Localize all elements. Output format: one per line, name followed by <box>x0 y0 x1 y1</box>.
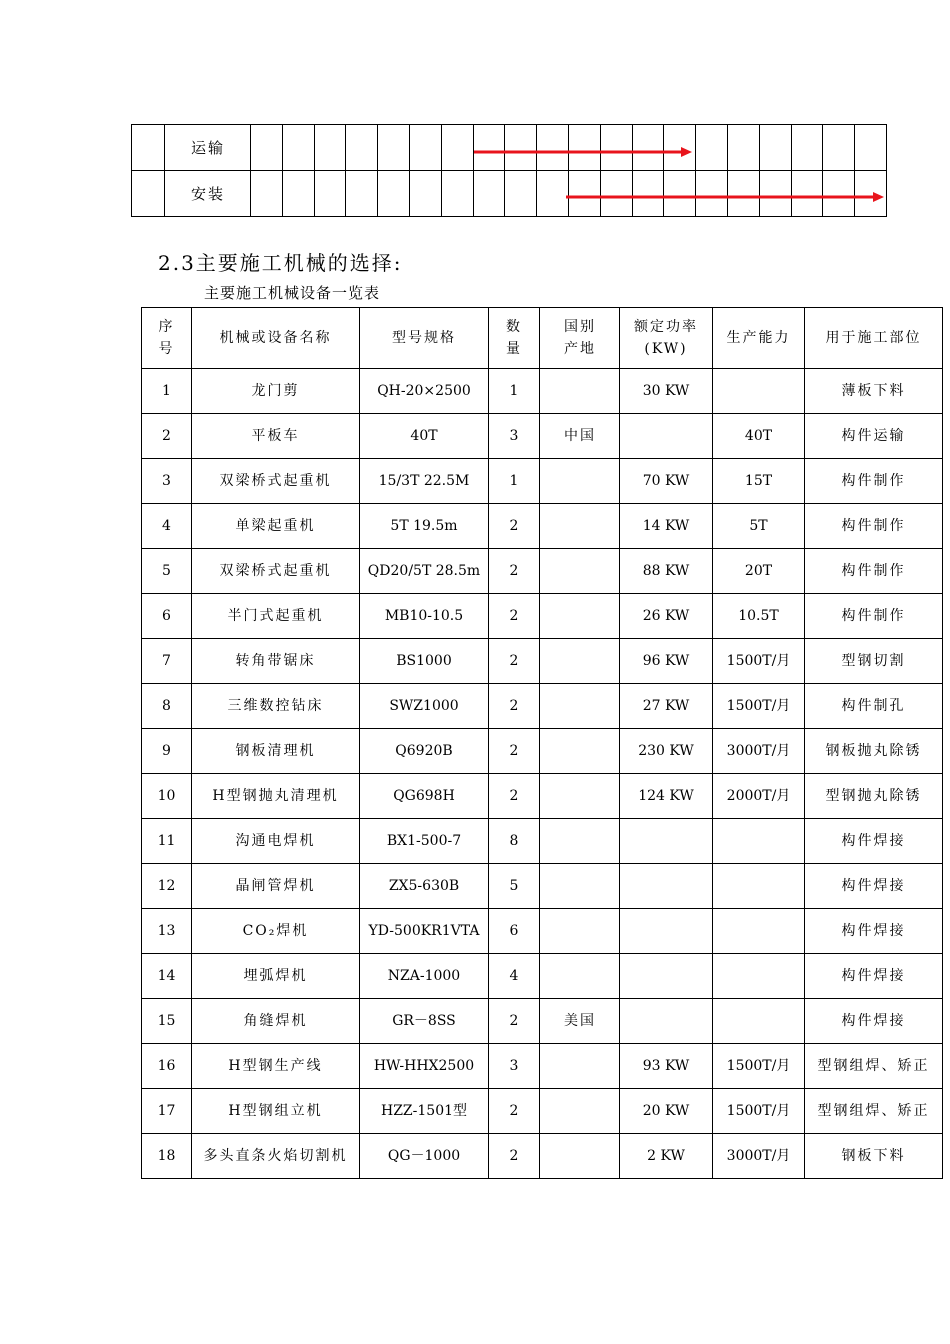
cell-capacity: 40T <box>713 414 805 459</box>
cell-origin <box>540 369 620 414</box>
cell-name: 钢板清理机 <box>192 729 360 774</box>
cell-origin <box>540 954 620 999</box>
cell-qty: 2 <box>489 729 540 774</box>
cell-power: 30 KW <box>620 369 713 414</box>
table-row <box>142 684 943 729</box>
gantt-time-cell <box>537 171 569 217</box>
cell-model: YD-500KR1VTA <box>360 909 489 954</box>
cell-model: 40T <box>360 414 489 459</box>
cell-usage: 薄板下料 <box>805 369 943 414</box>
cell-origin <box>540 1089 620 1134</box>
cell-name: H型钢组立机 <box>192 1089 360 1134</box>
cell-capacity: 1500T/月 <box>713 1089 805 1134</box>
table-row <box>142 504 943 549</box>
cell-power <box>620 954 713 999</box>
table-header-row <box>142 308 943 369</box>
cell-power <box>620 864 713 909</box>
cell-qty: 4 <box>489 954 540 999</box>
cell-power: 230 KW <box>620 729 713 774</box>
cell-no: 9 <box>142 729 192 774</box>
cell-qty: 6 <box>489 909 540 954</box>
gantt-time-cell <box>282 171 314 217</box>
gantt-time-cell <box>473 171 505 217</box>
gantt-time-cell <box>600 125 632 171</box>
table-row <box>142 1089 943 1134</box>
cell-usage: 型钢组焊、矫正 <box>805 1044 943 1089</box>
cell-capacity <box>713 909 805 954</box>
cell-origin <box>540 864 620 909</box>
gantt-time-cell <box>727 171 759 217</box>
cell-capacity <box>713 954 805 999</box>
gantt-blank-cell <box>132 125 165 171</box>
gantt-body <box>132 125 887 217</box>
header-model: 型号规格 <box>360 308 489 369</box>
cell-usage: 构件制孔 <box>805 684 943 729</box>
cell-usage: 构件制作 <box>805 594 943 639</box>
cell-qty: 1 <box>489 459 540 504</box>
gantt-time-cell <box>855 125 887 171</box>
cell-name: 单梁起重机 <box>192 504 360 549</box>
gantt-time-cell <box>409 171 441 217</box>
gantt-time-cell <box>696 125 728 171</box>
cell-qty: 3 <box>489 414 540 459</box>
cell-power: 124 KW <box>620 774 713 819</box>
gantt-time-cell <box>855 171 887 217</box>
table-row <box>142 774 943 819</box>
gantt-time-cell <box>568 125 600 171</box>
cell-no: 10 <box>142 774 192 819</box>
cell-name: H型钢生产线 <box>192 1044 360 1089</box>
cell-usage: 构件焊接 <box>805 954 943 999</box>
cell-model: Q6920B <box>360 729 489 774</box>
cell-usage: 构件焊接 <box>805 819 943 864</box>
cell-capacity <box>713 369 805 414</box>
gantt-time-cell <box>251 171 283 217</box>
cell-capacity: 3000T/月 <box>713 729 805 774</box>
cell-name: 三维数控钻床 <box>192 684 360 729</box>
cell-origin <box>540 459 620 504</box>
gantt-row <box>132 125 887 171</box>
cell-power: 70 KW <box>620 459 713 504</box>
gantt-time-cell <box>282 125 314 171</box>
table-row <box>142 369 943 414</box>
cell-qty: 2 <box>489 639 540 684</box>
cell-model: 15/3T 22.5M <box>360 459 489 504</box>
gantt-time-cell <box>314 125 346 171</box>
cell-model: ZX5-630B <box>360 864 489 909</box>
gantt-time-cell <box>632 125 664 171</box>
table-row <box>142 414 943 459</box>
cell-qty: 2 <box>489 684 540 729</box>
cell-origin: 中国 <box>540 414 620 459</box>
cell-no: 18 <box>142 1134 192 1179</box>
gantt-time-cell <box>632 171 664 217</box>
gantt-time-cell <box>759 171 791 217</box>
gantt-time-cell <box>409 125 441 171</box>
cell-usage: 构件制作 <box>805 459 943 504</box>
cell-model: QD20/5T 28.5m <box>360 549 489 594</box>
cell-model: QG698H <box>360 774 489 819</box>
cell-capacity: 1500T/月 <box>713 1044 805 1089</box>
cell-name: 平板车 <box>192 414 360 459</box>
cell-origin <box>540 549 620 594</box>
cell-qty: 8 <box>489 819 540 864</box>
cell-model: QG－1000 <box>360 1134 489 1179</box>
cell-origin <box>540 774 620 819</box>
table-row <box>142 864 943 909</box>
gantt-time-cell <box>505 171 537 217</box>
gantt-time-cell <box>537 125 569 171</box>
cell-no: 6 <box>142 594 192 639</box>
cell-capacity: 10.5T <box>713 594 805 639</box>
cell-name: 龙门剪 <box>192 369 360 414</box>
cell-capacity: 1500T/月 <box>713 639 805 684</box>
cell-no: 12 <box>142 864 192 909</box>
table-row <box>142 549 943 594</box>
cell-capacity <box>713 999 805 1044</box>
cell-qty: 2 <box>489 774 540 819</box>
table-row <box>142 909 943 954</box>
cell-qty: 2 <box>489 1089 540 1134</box>
cell-no: 15 <box>142 999 192 1044</box>
gantt-time-cell <box>505 125 537 171</box>
cell-capacity: 2000T/月 <box>713 774 805 819</box>
gantt-time-cell <box>823 125 855 171</box>
equipment-table <box>141 307 943 1179</box>
cell-usage: 型钢切割 <box>805 639 943 684</box>
cell-power <box>620 414 713 459</box>
cell-no: 13 <box>142 909 192 954</box>
cell-origin <box>540 1044 620 1089</box>
gantt-blank-cell <box>132 171 165 217</box>
table-row <box>142 819 943 864</box>
cell-power: 2 KW <box>620 1134 713 1179</box>
table-row <box>142 729 943 774</box>
cell-capacity: 3000T/月 <box>713 1134 805 1179</box>
cell-model: NZA-1000 <box>360 954 489 999</box>
cell-qty: 2 <box>489 999 540 1044</box>
cell-capacity: 20T <box>713 549 805 594</box>
cell-model: GR－8SS <box>360 999 489 1044</box>
header-qty: 数 量 <box>489 308 540 369</box>
gantt-time-cell <box>378 171 410 217</box>
gantt-time-cell <box>823 171 855 217</box>
cell-usage: 钢板下料 <box>805 1134 943 1179</box>
cell-usage: 构件运输 <box>805 414 943 459</box>
cell-model: BS1000 <box>360 639 489 684</box>
cell-qty: 2 <box>489 1134 540 1179</box>
gantt-time-cell <box>664 171 696 217</box>
cell-qty: 3 <box>489 1044 540 1089</box>
gantt-row-label: 运输 <box>165 125 251 171</box>
gantt-row-label: 安装 <box>165 171 251 217</box>
cell-capacity <box>713 819 805 864</box>
cell-no: 3 <box>142 459 192 504</box>
cell-no: 2 <box>142 414 192 459</box>
cell-power <box>620 819 713 864</box>
cell-name: H型钢抛丸清理机 <box>192 774 360 819</box>
cell-origin: 美国 <box>540 999 620 1044</box>
cell-usage: 型钢组焊、矫正 <box>805 1089 943 1134</box>
cell-origin <box>540 594 620 639</box>
cell-qty: 5 <box>489 864 540 909</box>
cell-capacity: 1500T/月 <box>713 684 805 729</box>
cell-capacity: 5T <box>713 504 805 549</box>
cell-usage: 构件焊接 <box>805 909 943 954</box>
cell-origin <box>540 909 620 954</box>
gantt-time-cell <box>378 125 410 171</box>
cell-no: 8 <box>142 684 192 729</box>
header-no: 序 号 <box>142 308 192 369</box>
gantt-time-cell <box>346 125 378 171</box>
gantt-time-cell <box>664 125 696 171</box>
cell-model: SWZ1000 <box>360 684 489 729</box>
table-row <box>142 459 943 504</box>
cell-power: 93 KW <box>620 1044 713 1089</box>
cell-name: 双梁桥式起重机 <box>192 459 360 504</box>
cell-no: 4 <box>142 504 192 549</box>
table-row <box>142 954 943 999</box>
gantt-time-cell <box>314 171 346 217</box>
cell-power: 27 KW <box>620 684 713 729</box>
gantt-time-cell <box>441 171 473 217</box>
cell-no: 5 <box>142 549 192 594</box>
gantt-time-cell <box>441 125 473 171</box>
cell-model: HW-HHX2500 <box>360 1044 489 1089</box>
cell-name: 角缝焊机 <box>192 999 360 1044</box>
gantt-time-cell <box>727 125 759 171</box>
gantt-time-cell <box>568 171 600 217</box>
cell-qty: 2 <box>489 504 540 549</box>
header-name: 机械或设备名称 <box>192 308 360 369</box>
cell-usage: 构件焊接 <box>805 864 943 909</box>
cell-model: BX1-500-7 <box>360 819 489 864</box>
cell-origin <box>540 639 620 684</box>
cell-power <box>620 909 713 954</box>
cell-power: 96 KW <box>620 639 713 684</box>
cell-name: 埋弧焊机 <box>192 954 360 999</box>
cell-usage: 构件焊接 <box>805 999 943 1044</box>
cell-model: MB10-10.5 <box>360 594 489 639</box>
cell-power <box>620 999 713 1044</box>
gantt-time-cell <box>473 125 505 171</box>
cell-model: 5T 19.5m <box>360 504 489 549</box>
cell-name: 沟通电焊机 <box>192 819 360 864</box>
header-power: 额定功率 (KW) <box>620 308 713 369</box>
gantt-time-cell <box>759 125 791 171</box>
gantt-time-cell <box>791 125 823 171</box>
cell-usage: 型钢抛丸除锈 <box>805 774 943 819</box>
table-caption: 主要施工机械设备一览表 <box>204 284 381 302</box>
table-row <box>142 1044 943 1089</box>
cell-no: 7 <box>142 639 192 684</box>
section-title: 2.3主要施工机械的选择: <box>158 251 403 275</box>
table-row <box>142 639 943 684</box>
cell-power: 88 KW <box>620 549 713 594</box>
gantt-time-cell <box>600 171 632 217</box>
cell-name: 晶闸管焊机 <box>192 864 360 909</box>
cell-usage: 钢板抛丸除锈 <box>805 729 943 774</box>
gantt-time-cell <box>251 125 283 171</box>
cell-power: 14 KW <box>620 504 713 549</box>
gantt-table <box>131 124 887 217</box>
cell-no: 14 <box>142 954 192 999</box>
cell-model: HZZ-1501型 <box>360 1089 489 1134</box>
cell-origin <box>540 729 620 774</box>
cell-capacity <box>713 864 805 909</box>
table-row <box>142 999 943 1044</box>
cell-power: 26 KW <box>620 594 713 639</box>
cell-name: 多头直条火焰切割机 <box>192 1134 360 1179</box>
cell-origin <box>540 684 620 729</box>
cell-qty: 2 <box>489 549 540 594</box>
table-row <box>142 1134 943 1179</box>
equipment-table-body <box>142 369 943 1179</box>
cell-no: 11 <box>142 819 192 864</box>
header-origin: 国别 产地 <box>540 308 620 369</box>
header-capacity: 生产能力 <box>713 308 805 369</box>
cell-name: 转角带锯床 <box>192 639 360 684</box>
cell-usage: 构件制作 <box>805 549 943 594</box>
gantt-time-cell <box>791 171 823 217</box>
cell-name: CO₂焊机 <box>192 909 360 954</box>
cell-name: 半门式起重机 <box>192 594 360 639</box>
cell-no: 16 <box>142 1044 192 1089</box>
cell-origin <box>540 1134 620 1179</box>
cell-model: QH-20×2500 <box>360 369 489 414</box>
cell-qty: 1 <box>489 369 540 414</box>
gantt-row <box>132 171 887 217</box>
cell-origin <box>540 819 620 864</box>
header-usage: 用于施工部位 <box>805 308 943 369</box>
cell-name: 双梁桥式起重机 <box>192 549 360 594</box>
cell-usage: 构件制作 <box>805 504 943 549</box>
gantt-time-cell <box>346 171 378 217</box>
cell-power: 20 KW <box>620 1089 713 1134</box>
cell-capacity: 15T <box>713 459 805 504</box>
cell-no: 17 <box>142 1089 192 1134</box>
cell-origin <box>540 504 620 549</box>
gantt-time-cell <box>696 171 728 217</box>
cell-qty: 2 <box>489 594 540 639</box>
cell-no: 1 <box>142 369 192 414</box>
table-row <box>142 594 943 639</box>
